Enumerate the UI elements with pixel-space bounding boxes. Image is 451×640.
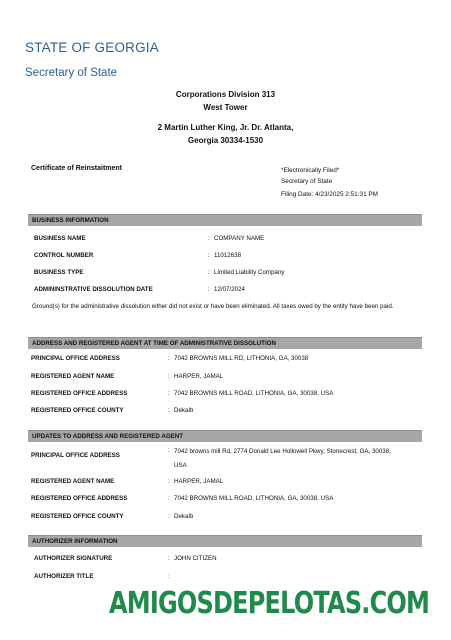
field-label: BUSINESS NAME — [34, 235, 86, 242]
table-row — [31, 446, 423, 476]
office-subtitle: Secretary of State — [25, 67, 118, 79]
dissolution-note: Ground(s) for the administrative dissolution either did not exist or have been eliminated. All taxes owed by the entity have been paid. — [32, 303, 394, 310]
field-label: CONTROL NUMBER — [34, 252, 94, 259]
electronic-filing-stamp — [281, 165, 339, 187]
field-label: BUSINESS TYPE — [34, 269, 84, 276]
division-block — [0, 88, 451, 114]
field-value: Limited Liability Company — [214, 269, 285, 276]
field-separator: : — [168, 555, 170, 562]
field-separator: : — [208, 286, 210, 293]
section-header-business-information: BUSINESS INFORMATION — [28, 214, 422, 226]
field-value: 11012638 — [214, 252, 242, 259]
field-separator: : — [208, 269, 210, 276]
state-title: STATE OF GEORGIA — [25, 40, 159, 55]
field-separator: : — [168, 573, 170, 580]
filing-date: Filing Date: 4/23/2025 2:51:31 PM — [281, 191, 378, 198]
field-label: ADMININSTRATIVE DISSOLUTION DATE — [34, 286, 153, 293]
field-value: 7042 BROWNS MILL RD, LITHONIA, GA, 30038 — [174, 355, 309, 362]
field-separator: : — [168, 447, 170, 454]
field-label: REGISTERED OFFICE ADDRESS — [31, 495, 128, 502]
field-label: REGISTERED OFFICE ADDRESS — [31, 390, 128, 397]
division-line-2: West Tower — [203, 103, 248, 112]
field-label: AUTHORIZER SIGNATURE — [34, 555, 113, 562]
field-label: AUTHORIZER TITLE — [34, 573, 94, 580]
field-value: HARPER, JAMAL — [174, 478, 224, 485]
field-label: REGISTERED OFFICE COUNTY — [31, 407, 124, 414]
filed-line-2: Secretary of State — [281, 178, 333, 185]
field-value: Dekalb — [174, 407, 194, 414]
field-label: REGISTERED AGENT NAME — [31, 373, 115, 380]
field-separator: : — [168, 513, 170, 520]
field-value: 7042 BROWNS MILL ROAD, LITHONIA, GA, 30038, USA — [174, 390, 334, 397]
field-separator: : — [168, 355, 170, 362]
address-block — [0, 121, 451, 147]
watermark-logo: AMIGOSDEPELOTAS.COM — [108, 586, 429, 621]
field-separator: : — [168, 373, 170, 380]
address-line-2: Georgia 30334-1530 — [187, 136, 264, 145]
field-separator: : — [168, 495, 170, 502]
division-line-1: Corporations Division 313 — [175, 90, 276, 99]
field-label: PRINCIPAL OFFICE ADDRESS — [31, 355, 120, 362]
certificate-title: Certificate of Reinstaitment — [31, 165, 123, 172]
field-label: REGISTERED OFFICE COUNTY — [31, 513, 124, 520]
field-value: 12/07/2024 — [214, 286, 245, 293]
field-value: 7042 BROWNS MILL ROAD, LITHONIA, GA, 30038, USA — [174, 495, 334, 502]
field-separator: : — [208, 235, 210, 242]
field-value: JOHN CITIZEN — [174, 555, 217, 562]
field-separator: : — [168, 390, 170, 397]
section-header-updates: UPDATES TO ADDRESS AND REGISTERED AGENT — [28, 430, 422, 442]
field-value: HARPER, JAMAL — [174, 373, 224, 380]
field-label: PRINCIPAL OFFICE ADDRESS — [31, 452, 120, 459]
field-separator: : — [168, 407, 170, 414]
field-separator: : — [168, 478, 170, 485]
filed-line-1: *Electronically Filed* — [281, 167, 340, 174]
address-line-1: 2 Martin Luther King, Jr. Dr. Atlanta, — [157, 123, 294, 132]
field-value: COMPANY NAME — [214, 235, 265, 242]
section-header-address-at-dissolution: ADDRESS AND REGISTERED AGENT AT TIME OF ADMINISTRATIVE DISSOLUTION — [28, 337, 422, 349]
field-value: Dekalb — [174, 513, 194, 520]
field-separator: : — [208, 252, 210, 259]
field-label: REGISTERED AGENT NAME — [31, 478, 115, 485]
section-header-authorizer: AUTHORIZER INFORMATION — [28, 535, 422, 547]
field-value: 7042 browns mill Rd, 2774 Donald Lee Hollowell Pkwy, Stonecrest, GA, 30038, USA — [174, 448, 391, 469]
